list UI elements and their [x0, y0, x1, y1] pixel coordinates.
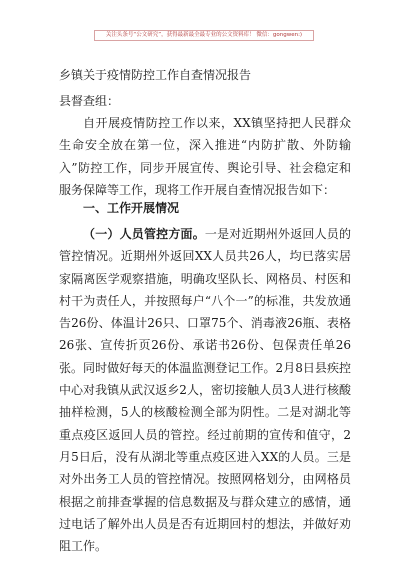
subsection-body: 一是对近期州外返回人员的管控情况。近期州外返回XX人员共26人，均已落实居家隔离医学观察措施，明确攻坚队长、网格员、村医和村干为责任人，并按照每户“八个一”的标准，共发放通告26份、体温计26只、口罩75个、消毒液26瓶、表格26张、宣传折页26份、承诺书26份、包保责任单26张。同时做好每天的体温监测登记工作。2月8日县疾控中心对我镇从武汉返乡2人，密切接触人员3人进行核酸抽样检测，5人的核酸检测全部为阴性。二是对湖北等重点疫区返回人员的管控。经过前期的宣传和值守，2月5日后，没有从湖北等重点疫区进入XX的人员。三是对外出务工人员的管控情况。按照网格划分，由网格员根据之前排查掌握的信息数据及与群众建立的感情，通过电话了解外出人员是否有近期回村的想法，并做好劝阻工作。 — [59, 227, 351, 554]
promo-banner: 关注头条号“公文研究”，获得最新最全最专业的公文资料库！ 微信：gongwen:) — [94, 30, 314, 41]
section-heading: 一、工作开展情况 — [83, 201, 180, 215]
document-title: 乡镇关于疫情防控工作自查情况报告 — [59, 68, 252, 82]
intro-paragraph: 自开展疫情防控工作以来，XX镇坚持把人民群众生命安全放在第一位，深入推进“内防扩散、外防输入”防控工作，同步开展宣传、舆论引导、社会稳定和服务保障等工作，现将工作开展自查情况报告如下： — [59, 116, 351, 197]
personnel-control-paragraph — [59, 223, 351, 557]
recipient-line: 县督查组： — [59, 94, 120, 108]
subsection-lead: （一）人员管控方面。 — [83, 227, 205, 241]
